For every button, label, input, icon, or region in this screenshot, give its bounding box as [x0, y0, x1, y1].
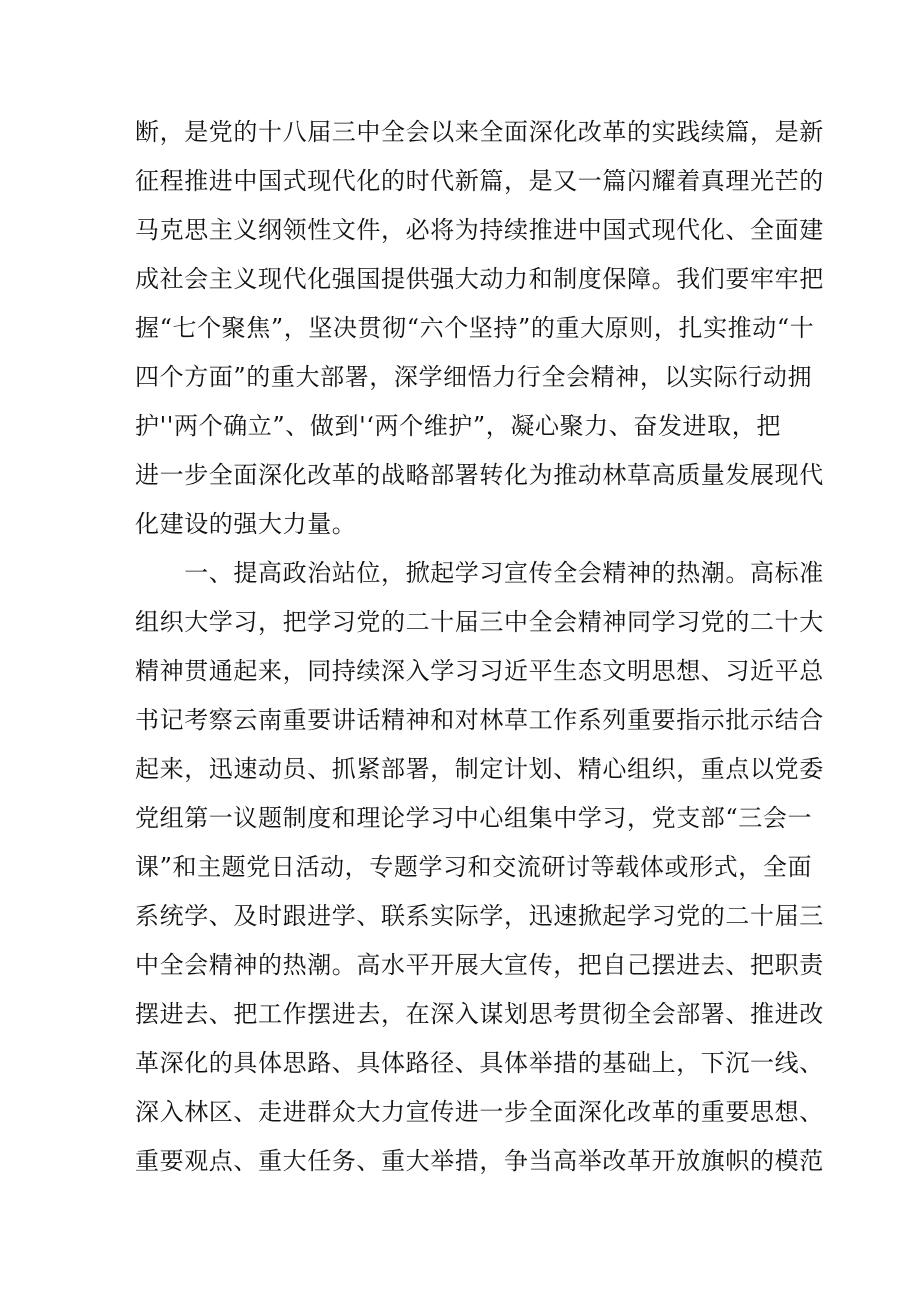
text-line-15: 党组第一议题制度和理论学习中心组集中学习，党支部“三会一 [135, 804, 813, 832]
text-line-1: 断，是党的十八届三中全会以来全面深化改革的实践续篇，是新 [135, 118, 824, 146]
text-line-16: 课”和主题党日活动，专题学习和交流研讨等载体或形式，全面 [135, 853, 813, 881]
text-line-17: 系统学、及时跟进学、联系实际学，迅速掀起学习党的二十届三 [135, 902, 824, 930]
text-line-10: 一、提高政治站位，掀起学习宣传全会精神的热潮。高标准 [135, 559, 824, 587]
text-line-5: 握“七个聚焦”，坚决贯彻“六个坚持”的重大原则，扎实推动“十 [135, 314, 815, 342]
text-line-12: 精神贯通起来，同持续深入学习习近平生态文明思想、习近平总 [135, 657, 824, 685]
body-text [135, 108, 824, 1186]
text-line-2: 征程推进中国式现代化的时代新篇，是又一篇闪耀着真理光芒的 [135, 167, 824, 195]
text-line-22: 重要观点、重大任务、重大举措，争当高举改革开放旗帜的模范 [135, 1147, 824, 1175]
text-line-13: 书记考察云南重要讲话精神和对林草工作系列重要指示批示结合 [135, 706, 824, 734]
text-line-19: 摆进去、把工作摆进去，在深入谋划思考贯彻全会部署、推进改 [135, 1000, 824, 1028]
text-line-6: 四个方面”的重大部署，深学细悟力行全会精神，以实际行动拥 [135, 363, 813, 391]
text-line-18: 中全会精神的热潮。高水平开展大宣传，把自己摆进去、把职责 [135, 951, 824, 979]
text-line-7: 护''两个确立”、做到'‘两个维护”，凝心聚力、奋发进取，把 [135, 412, 781, 440]
text-line-8: 进一步全面深化改革的战略部署转化为推动林草高质量发展现代 [135, 461, 824, 489]
text-line-21: 深入林区、走进群众大力宣传进一步全面深化改革的重要思想、 [135, 1098, 824, 1126]
text-line-20: 革深化的具体思路、具体路径、具体举措的基础上，下沉一线、 [135, 1049, 824, 1077]
text-line-9: 化建设的强大力量。 [135, 510, 357, 538]
text-line-4: 成社会主义现代化强国提供强大动力和制度保障。我们要牢牢把 [135, 265, 824, 293]
text-line-11: 组织大学习，把学习党的二十届三中全会精神同学习党的二十大 [135, 608, 824, 636]
text-line-14: 起来，迅速动员、抓紧部署，制定计划、精心组织，重点以党委 [135, 755, 824, 783]
text-line-3: 马克思主义纲领性文件，必将为持续推进中国式现代化、全面建 [135, 216, 824, 244]
